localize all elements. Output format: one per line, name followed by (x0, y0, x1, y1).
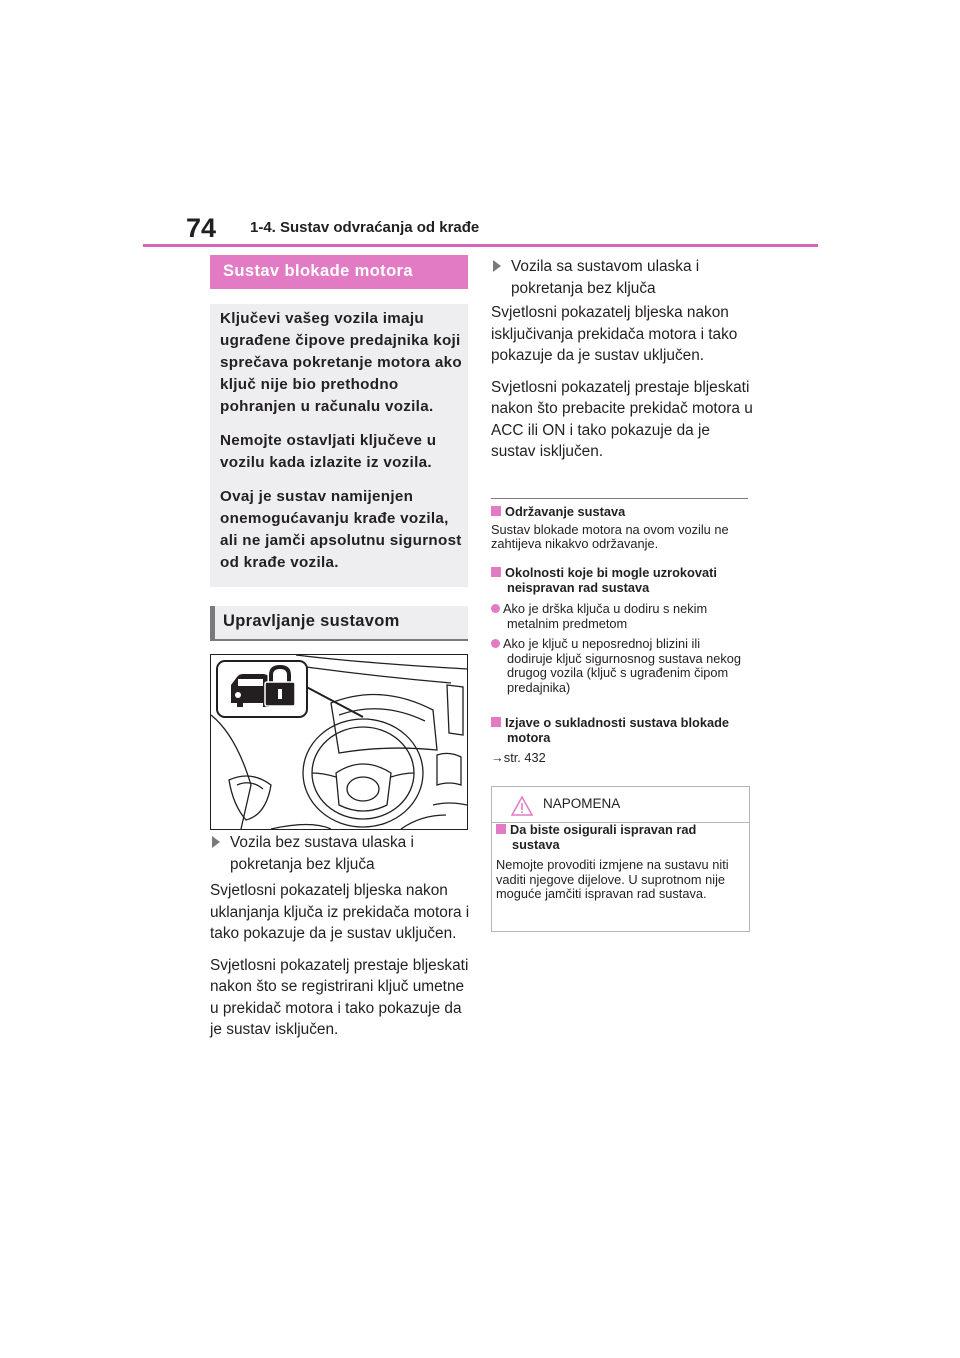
square-bullet-icon (496, 824, 506, 834)
case-description (491, 302, 753, 473)
notice-box (491, 786, 750, 932)
note-heading-text: Izjave o sukladnosti sustava blokade motora (505, 715, 730, 745)
note-conformity (491, 716, 749, 766)
page-reference-link[interactable]: →str. 432 (491, 750, 546, 765)
list-item (491, 602, 749, 631)
intro-paragraph: Nemojte ostavljati ključeve u vozilu kada izlazite iz vozila. (220, 432, 437, 471)
case-paragraph: Svjetlosni pokazatelj prestaje bljeskati nakon što prebacite prekidač motora u ACC ili ON i tako pokazuje da je sustav isključen. (491, 378, 753, 460)
subsection-underline (210, 639, 468, 641)
note-heading-text: Okolnosti koje bi mogle uzrokovati neispravan rad sustava (505, 565, 717, 595)
dashboard-drawing (211, 655, 467, 829)
square-bullet-icon (491, 506, 501, 516)
note-heading (491, 716, 749, 745)
note-heading-text: Održavanje sustava (505, 504, 626, 519)
dot-bullet-icon (491, 639, 500, 648)
notice-heading (496, 823, 744, 852)
case-description (210, 880, 470, 1051)
header-rule (143, 244, 818, 247)
case-heading-text: Vozila bez sustava ulaska i pokretanja bez ključa (230, 834, 414, 873)
page-number: 74 (186, 213, 217, 243)
section-divider (491, 498, 748, 499)
triangle-bullet-icon (212, 836, 220, 848)
section-title: Sustav blokade motora (223, 262, 413, 280)
list-item-text: Ako je drška ključa u dodiru s nekim metalnim predmetom (503, 601, 708, 631)
triangle-bullet-icon (493, 260, 501, 272)
note-heading (491, 566, 749, 595)
intro-panel (210, 304, 468, 587)
square-bullet-icon (491, 567, 501, 577)
case-paragraph: Svjetlosni pokazatelj bljeska nakon uklanjanja ključa iz prekidača motora i tako pokazuje da je sustav uključen. (210, 882, 470, 942)
dot-bullet-icon (491, 604, 500, 613)
note-heading (491, 505, 749, 520)
notice-text: Nemojte provoditi izmjene na sustavu niti vaditi njegove dijelove. U suprotnom nije moguće jamčiti ispravan rad sustava. (496, 857, 729, 901)
warning-triangle-icon (511, 796, 533, 816)
intro-paragraph: Ovaj je sustav namijenjen onemogućavanju krađe vozila, ali ne jamči apsolutnu sigurnost od krađe vozila. (220, 488, 462, 571)
subsection-bar (210, 606, 215, 639)
case-paragraph: Svjetlosni pokazatelj prestaje bljeskati nakon što se registrirani ključ umetne u prekidač motora i tako pokazuje da je sustav isključen. (210, 956, 469, 1038)
case-paragraph: Svjetlosni pokazatelj bljeska nakon isključivanja prekidača motora i tako pokazuje da je sustav uključen. (491, 304, 738, 364)
notice-label: NAPOMENA (543, 796, 621, 811)
intro-paragraph: Ključevi vašeg vozila imaju ugrađene čipove predajnika koji sprečava pokretanje motora ako ključ nije bio prethodno pohranjen u računalu vozila. (220, 310, 462, 415)
notice-heading-text: Da biste osigurali ispravan rad sustava (510, 822, 697, 852)
notice-body (496, 823, 744, 902)
note-maintenance (491, 505, 749, 552)
list-item (491, 637, 749, 695)
note-text: Sustav blokade motora na ovom vozilu ne zahtijeva nikakvo održavanje. (491, 521, 729, 551)
section-banner (210, 255, 468, 289)
subsection-title: Upravljanje sustavom (223, 612, 400, 630)
dashboard-illustration (210, 654, 468, 830)
case-heading-text: Vozila sa sustavom ulaska i pokretanja bez ključa (511, 258, 700, 297)
chapter-title: 1-4. Sustav odvraćanja od krađe (250, 219, 480, 236)
list-item-text: Ako je ključ u neposrednoj blizini ili dodiruje ključ sigurnosnog sustava nekog drugog vozila (ključ s ugrađenim čipom predajnika) (503, 636, 742, 695)
square-bullet-icon (491, 717, 501, 727)
notice-header (492, 787, 749, 823)
note-malfunction (491, 566, 749, 695)
subsection-header (210, 606, 468, 639)
